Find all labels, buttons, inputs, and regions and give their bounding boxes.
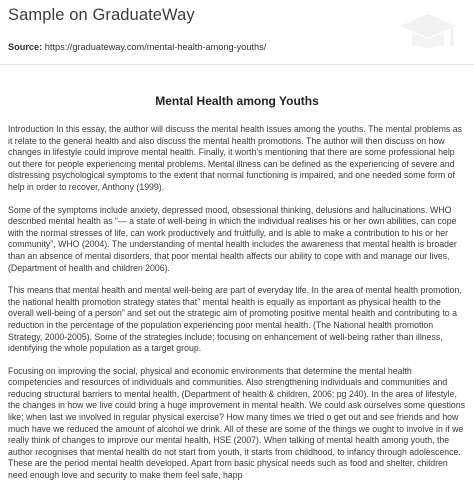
graduation-cap-icon: [396, 8, 460, 54]
article-title: Mental Health among Youths: [155, 94, 319, 108]
article-paragraph: Focusing on improving the social, physical and economic environments that determine the mental health competencies and resources of individuals and communities. Also strengthening individuals and communities and reducing structural barriers to mental health, (Department of health & children, 2006; pg 240). In the area of lifestyle, the changes in how we live could bring a huge improvement in mental health. We could ask ourselves some questions like; when last we involved in regular physical exercise? How many times we tried o get out and see friends and how much have we reduced the amount of alcohol we drink. All of these are some of the things we ought to involve in if we really think of changes to improve our mental health, HSE (2007). When talking of mental health among youth, the author recognises that mental health do not start from youth, it starts from childhood, to infancy through adolescence. These are the period mental health developed. Apart from basic physical needs such as food and shelter, children need enough love and security to make them feel safe, happ: [8, 365, 466, 481]
source-link[interactable]: https://graduateway.com/mental-health-among-youths/: [44, 42, 267, 52]
source-label: Source:: [8, 42, 43, 52]
header-divider: [0, 64, 474, 65]
site-header: [0, 0, 474, 64]
brand-name[interactable]: Sample on GraduateWay: [8, 6, 195, 24]
source-line: [8, 42, 266, 52]
article-paragraph: Some of the symptoms include anxiety, depressed mood, obsessional thinking, delusions and hallucinations. WHO described mental health as “— a state of well-being in which the individual realises his or her own abilities, can cope with the normal stresses of life, can work productively and fruitfully, and is able to make a contribution to his or her community”, WHO (2004). The understanding of mental health includes the awareness that mental health is broader than an absence of mental disorders, that poor mental health affects our ability to cope with and manage our lives, (Department of health and children 2006).: [8, 204, 457, 273]
article-paragraph: This means that mental health and mental well-being are part of everyday life. In the area of mental health promotion, the national health promotion strategy states that” mental health is equally as important as physical health to the overall well-being of a person” and set out the strategic aim of promoting positive mental health and contributing to a reduction in the percentage of the population experiencing poor mental health. (The National health promotion Strategy, 2000-2005). Some of the strategies include; focusing on enhancement of well-being rather than illness, identifying the whole population as a target group.: [8, 285, 462, 354]
article-body: [8, 124, 466, 493]
article-paragraph: Introduction In this essay, the author will discuss the mental health issues among the youths. The mental problems as it relate to the general health and also discuss the mental health promotions. The author will then discuss on how changes in lifestyle could improve mental health. Finally, it worth’s mentioning that there are some professional help out there for people experiencing mental problems. Mental illness can be defined as the experiencing of severe and distressing psychological symptoms to the extent that normal functioning is impaired, and one needed some form of help in order to recover, Anthony (1999).: [8, 124, 462, 192]
